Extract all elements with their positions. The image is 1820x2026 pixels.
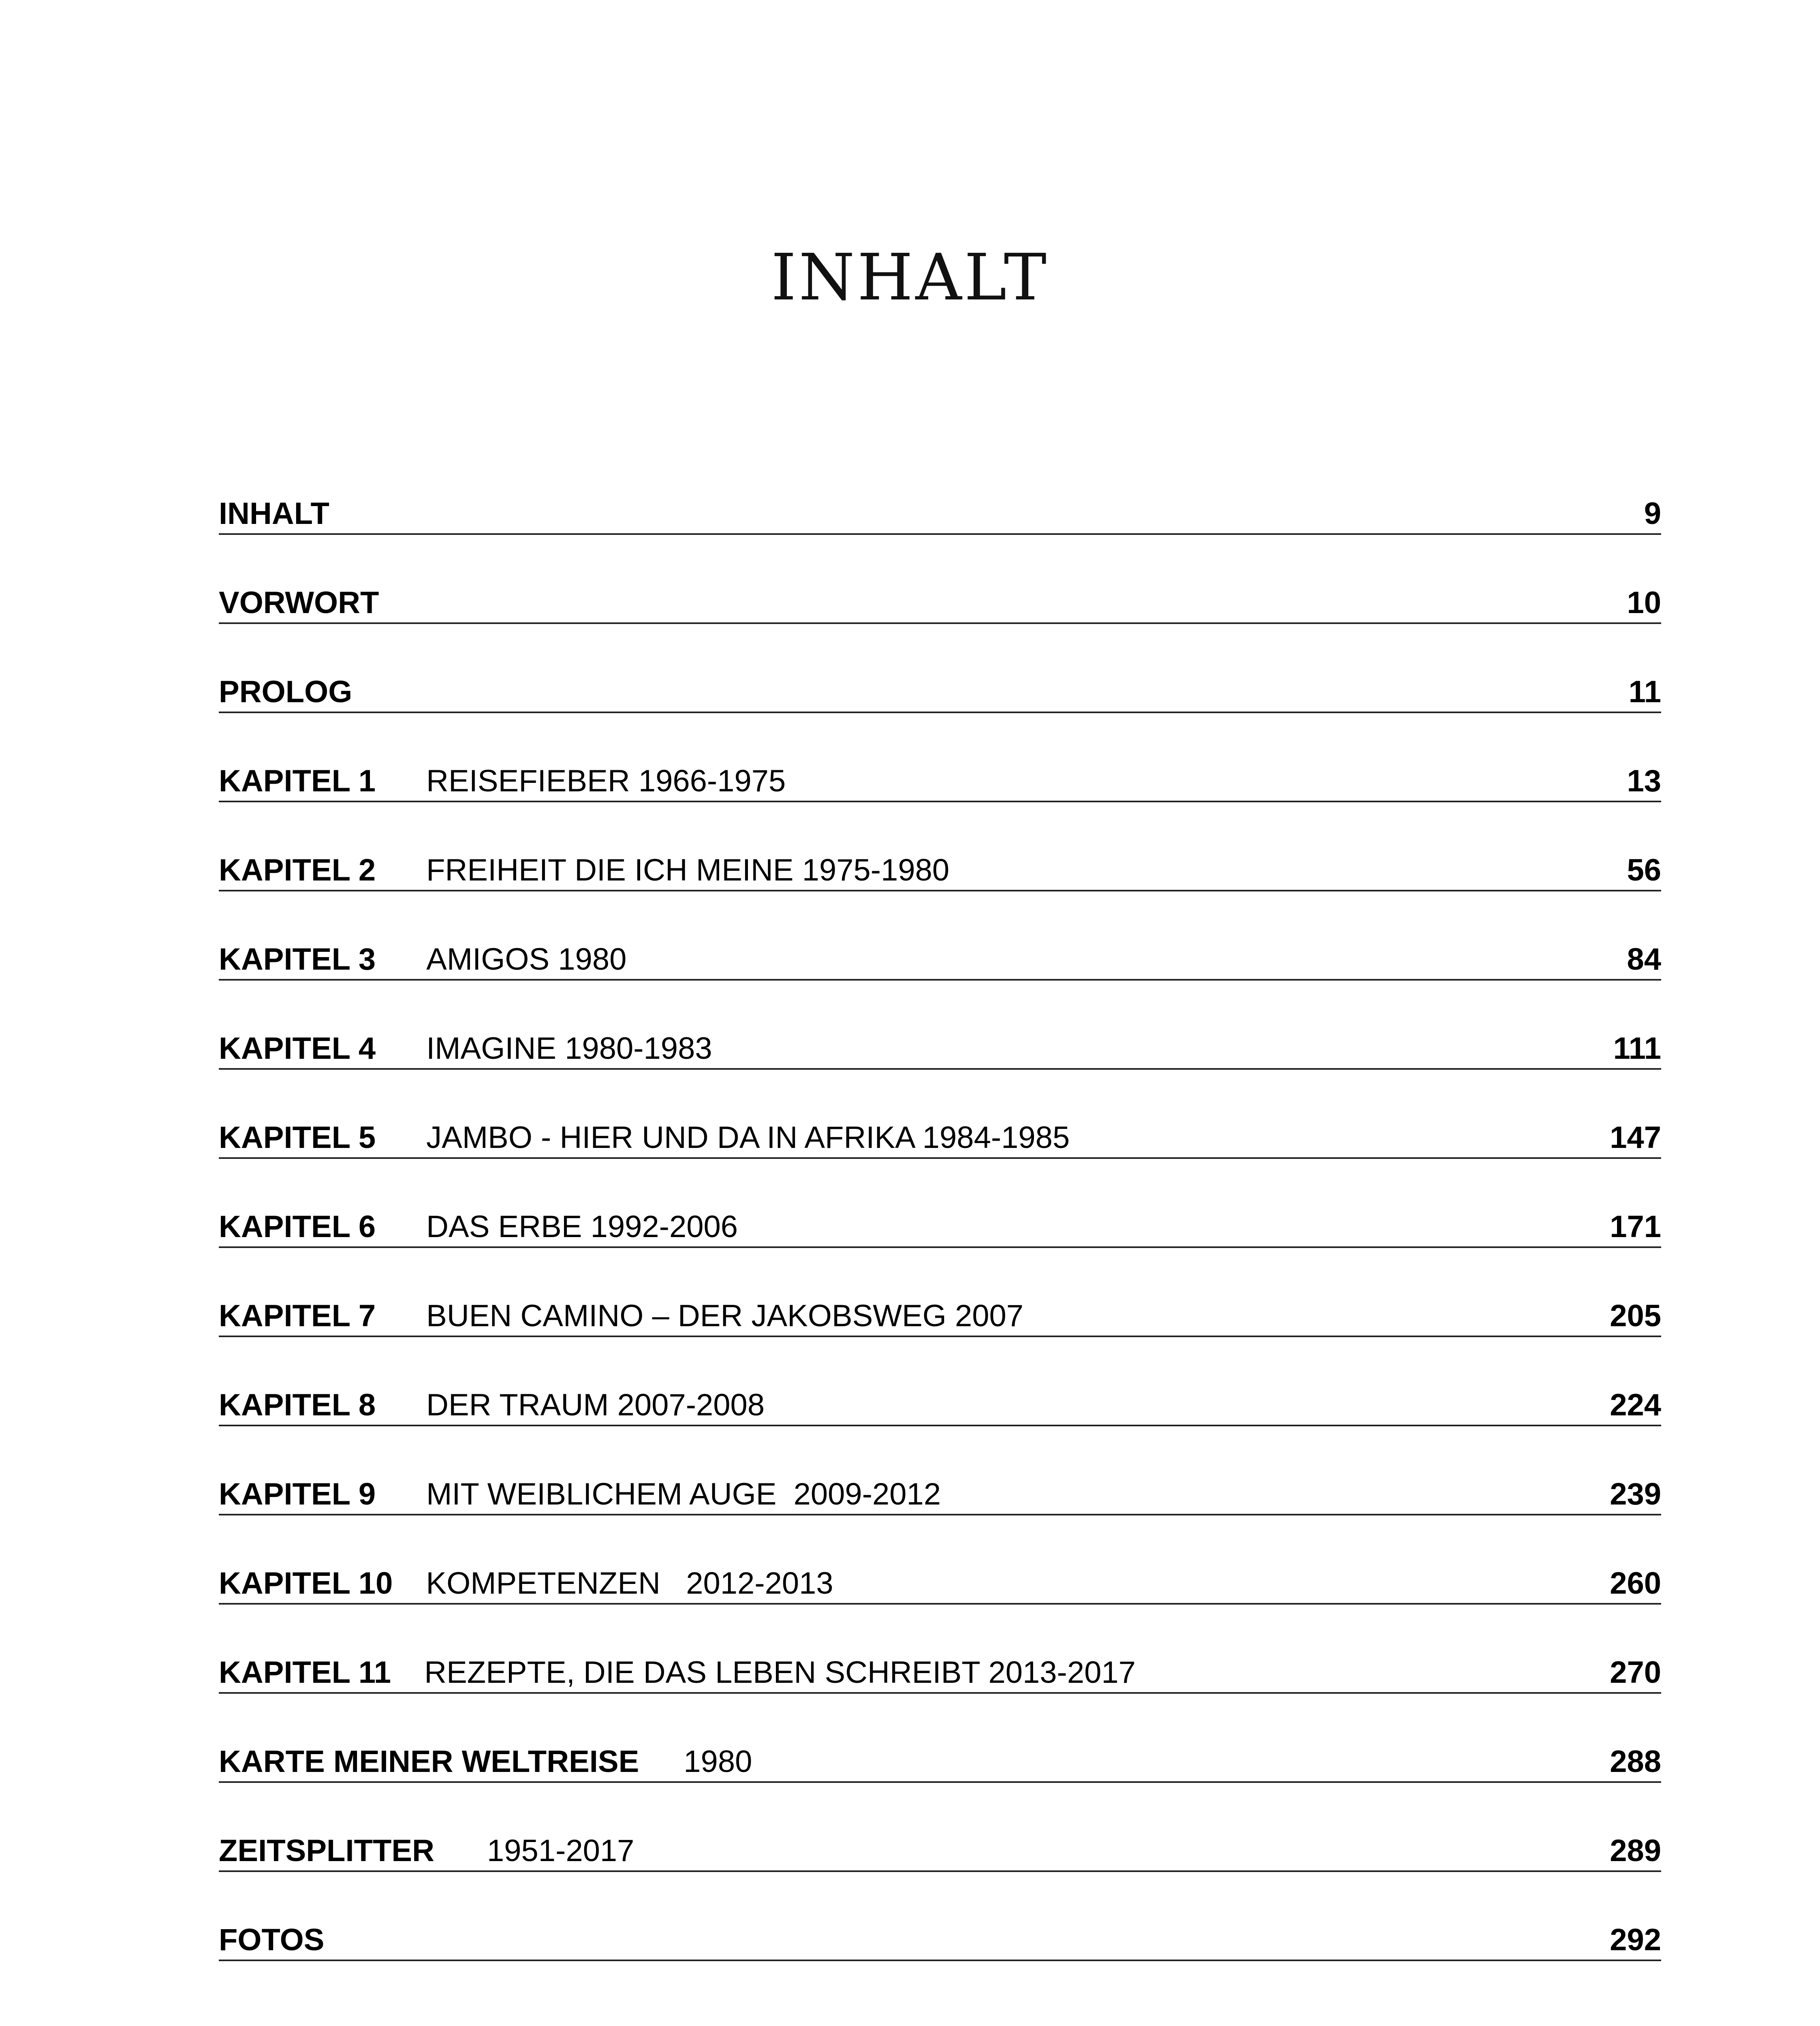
toc-entry-title: 1980 [684,1744,752,1779]
toc-leader-line [219,1122,1661,1159]
toc-entry-page: 13 [1627,764,1661,798]
toc-entry-kapitel-1[interactable] [219,717,1661,806]
toc-leader-line [219,1924,1661,1961]
toc-entry-kapitel-7[interactable] [219,1252,1661,1341]
toc-entry-zeitsplitter[interactable] [219,1787,1661,1876]
toc-entry-kapitel-8[interactable] [219,1341,1661,1430]
toc-leader-line [219,1300,1661,1337]
toc-entry-page: 9 [1644,496,1661,531]
toc-entry-kapitel-10[interactable] [219,1520,1661,1609]
toc-entry-title: FREIHEIT DIE ICH MEINE 1975-1980 [426,853,950,887]
toc-entry-kapitel-4[interactable] [219,985,1661,1074]
toc-entry-label: KAPITEL 6 [219,1210,376,1244]
toc-entry-label: KAPITEL 7 [219,1299,376,1333]
toc-entry-kapitel-3[interactable] [219,895,1661,985]
toc-entry-page: 288 [1610,1744,1661,1779]
toc-entry-label: KAPITEL 10 [219,1566,393,1601]
toc-entry-inhalt[interactable] [219,450,1661,539]
toc-entry-label: PROLOG [219,675,352,709]
toc-leader-line [219,854,1661,891]
toc-entry-page: 84 [1627,942,1661,977]
toc-entry-kapitel-2[interactable] [219,806,1661,895]
toc-entry-kapitel-6[interactable] [219,1163,1661,1252]
toc-entry-label: KAPITEL 8 [219,1388,376,1422]
toc-leader-line [219,1032,1661,1070]
toc-leader-line [219,765,1661,802]
toc-entry-label: KAPITEL 4 [219,1031,376,1066]
toc-entry-page: 111 [1613,1031,1661,1066]
toc-leader-line [219,676,1661,713]
toc-entry-label: KAPITEL 5 [219,1120,376,1155]
table-of-contents [219,450,1661,1965]
toc-leader-line [219,1656,1661,1694]
toc-entry-page: 11 [1628,675,1661,709]
toc-entry-title: 1951-2017 [487,1834,634,1868]
toc-entry-title: DAS ERBE 1992-2006 [426,1210,738,1244]
toc-entry-page: 260 [1610,1566,1661,1601]
toc-entry-kapitel-9[interactable] [219,1430,1661,1520]
toc-entry-page: 289 [1610,1834,1661,1868]
toc-entry-label: KAPITEL 2 [219,853,376,887]
toc-entry-label: FOTOS [219,1923,325,1957]
toc-entry-label: INHALT [219,496,329,531]
toc-entry-label: KAPITEL 11 [219,1655,391,1690]
toc-leader-line [219,498,1661,535]
toc-entry-label: KAPITEL 3 [219,942,376,977]
toc-leader-line [219,1746,1661,1783]
toc-leader-line [219,1835,1661,1872]
toc-entry-fotos[interactable] [219,1876,1661,1965]
toc-entry-title: IMAGINE 1980-1983 [426,1031,712,1066]
toc-leader-line [219,587,1661,624]
toc-entry-title: REISEFIEBER 1966-1975 [426,764,786,798]
toc-entry-label: VORWORT [219,586,379,620]
toc-entry-vorwort[interactable] [219,539,1661,628]
toc-entry-title: MIT WEIBLICHEM AUGE 2009-2012 [426,1477,941,1511]
toc-entry-title: DER TRAUM 2007-2008 [426,1388,765,1422]
toc-entry-page: 10 [1627,586,1661,620]
toc-entry-kapitel-5[interactable] [219,1074,1661,1163]
toc-entry-title: JAMBO - HIER UND DA IN AFRIKA 1984-1985 [426,1120,1070,1155]
toc-entry-page: 270 [1610,1655,1661,1690]
toc-leader-line [219,1478,1661,1515]
toc-entry-prolog[interactable] [219,628,1661,717]
toc-entry-label: KARTE MEINER WELTREISE [219,1744,639,1779]
toc-leader-line [219,943,1661,981]
toc-entry-page: 292 [1610,1923,1661,1957]
toc-entry-kapitel-11[interactable] [219,1609,1661,1698]
toc-entry-page: 239 [1610,1477,1661,1511]
toc-entry-label: KAPITEL 9 [219,1477,376,1511]
toc-entry-label: ZEITSPLITTER [219,1834,434,1868]
toc-leader-line [219,1211,1661,1248]
toc-entry-title: BUEN CAMINO – DER JAKOBSWEG 2007 [426,1299,1024,1333]
toc-entry-page: 205 [1610,1299,1661,1333]
toc-entry-title: REZEPTE, DIE DAS LEBEN SCHREIBT 2013-2017 [424,1655,1136,1690]
toc-entry-karte[interactable] [219,1698,1661,1787]
toc-entry-page: 56 [1627,853,1661,887]
toc-entry-page: 147 [1610,1120,1661,1155]
toc-entry-page: 171 [1610,1210,1661,1244]
toc-entry-label: KAPITEL 1 [219,764,376,798]
toc-leader-line [219,1389,1661,1426]
page-title: INHALT [771,240,1049,315]
toc-entry-title: AMIGOS 1980 [426,942,627,977]
toc-entry-title: KOMPETENZEN 2012-2013 [426,1566,833,1601]
toc-leader-line [219,1567,1661,1605]
toc-entry-page: 224 [1610,1388,1661,1422]
